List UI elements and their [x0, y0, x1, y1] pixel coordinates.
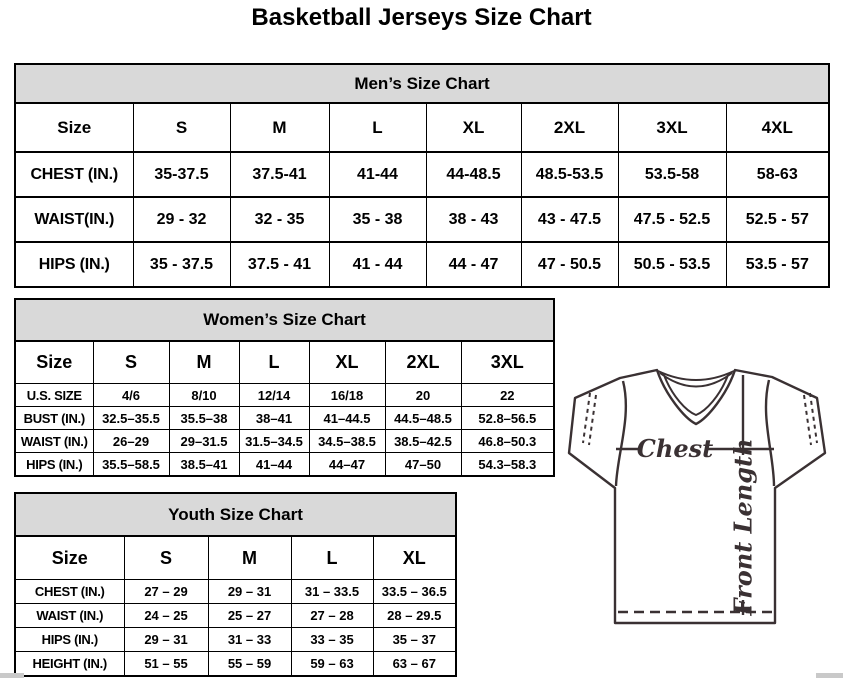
table-row — [15, 197, 829, 242]
size-value-cell: 29 – 31 — [208, 580, 291, 604]
size-value-cell: 35 - 37.5 — [133, 242, 230, 287]
size-value-cell: 38 - 43 — [426, 197, 521, 242]
table-title: Men’s Size Chart — [15, 64, 829, 103]
youth-size-table — [14, 492, 457, 677]
size-value-cell: 58-63 — [726, 152, 829, 197]
size-value-cell: 31 – 33.5 — [291, 580, 373, 604]
column-header: S — [93, 341, 169, 384]
jersey-measurement-diagram — [560, 362, 840, 662]
size-value-cell: 55 – 59 — [208, 652, 291, 677]
size-value-cell: 35.5–58.5 — [93, 453, 169, 477]
scrollbar-thumb[interactable] — [0, 673, 24, 678]
size-value-cell: 35 - 38 — [329, 197, 426, 242]
size-value-cell: 51 – 55 — [124, 652, 208, 677]
size-value-cell: 26–29 — [93, 430, 169, 453]
size-value-cell: 44.5–48.5 — [385, 407, 461, 430]
size-value-cell: 28 – 29.5 — [373, 604, 456, 628]
size-value-cell: 35-37.5 — [133, 152, 230, 197]
row-label: HIPS (IN.) — [15, 242, 133, 287]
column-header: XL — [309, 341, 385, 384]
size-value-cell: 12/14 — [239, 384, 309, 407]
size-value-cell: 54.3–58.3 — [461, 453, 554, 477]
size-value-cell: 38.5–42.5 — [385, 430, 461, 453]
size-value-cell: 16/18 — [309, 384, 385, 407]
size-value-cell: 35.5–38 — [169, 407, 239, 430]
womens-size-table — [14, 298, 555, 477]
size-value-cell: 37.5 - 41 — [230, 242, 329, 287]
column-header: L — [291, 536, 373, 580]
row-label: WAIST (IN.) — [15, 430, 93, 453]
size-value-cell: 31 – 33 — [208, 628, 291, 652]
page-title: Basketball Jerseys Size Chart — [251, 4, 592, 31]
column-header: XL — [373, 536, 456, 580]
table-row — [15, 407, 554, 430]
size-value-cell: 32.5–35.5 — [93, 407, 169, 430]
row-label: BUST (IN.) — [15, 407, 93, 430]
column-header: Size — [15, 103, 133, 152]
column-header: L — [329, 103, 426, 152]
row-label: WAIST(IN.) — [15, 197, 133, 242]
column-header: 4XL — [726, 103, 829, 152]
size-value-cell: 4/6 — [93, 384, 169, 407]
size-value-cell: 47–50 — [385, 453, 461, 477]
size-value-cell: 31.5–34.5 — [239, 430, 309, 453]
size-value-cell: 63 – 67 — [373, 652, 456, 677]
size-value-cell: 24 – 25 — [124, 604, 208, 628]
size-value-cell: 53.5 - 57 — [726, 242, 829, 287]
row-label: HIPS (IN.) — [15, 628, 124, 652]
row-label: HIPS (IN.) — [15, 453, 93, 477]
size-value-cell: 37.5-41 — [230, 152, 329, 197]
size-value-cell: 44–47 — [309, 453, 385, 477]
table-row — [15, 580, 456, 604]
table-row — [15, 384, 554, 407]
size-value-cell: 33 – 35 — [291, 628, 373, 652]
jersey-outline — [569, 370, 825, 623]
size-value-cell: 53.5-58 — [618, 152, 726, 197]
size-value-cell: 27 – 28 — [291, 604, 373, 628]
size-value-cell: 25 – 27 — [208, 604, 291, 628]
size-value-cell: 46.8–50.3 — [461, 430, 554, 453]
row-label: WAIST (IN.) — [15, 604, 124, 628]
size-value-cell: 34.5–38.5 — [309, 430, 385, 453]
size-value-cell: 29 – 31 — [124, 628, 208, 652]
column-header: XL — [426, 103, 521, 152]
column-header: 2XL — [385, 341, 461, 384]
row-label: U.S. SIZE — [15, 384, 93, 407]
size-value-cell: 47 - 50.5 — [521, 242, 618, 287]
column-header: L — [239, 341, 309, 384]
column-header: 2XL — [521, 103, 618, 152]
column-header: S — [124, 536, 208, 580]
table-row — [15, 628, 456, 652]
column-header: M — [208, 536, 291, 580]
size-value-cell: 47.5 - 52.5 — [618, 197, 726, 242]
table-row — [15, 242, 829, 287]
row-label: CHEST (IN.) — [15, 580, 124, 604]
front-length-label: Front Length — [728, 438, 758, 616]
size-value-cell: 33.5 – 36.5 — [373, 580, 456, 604]
column-header: M — [230, 103, 329, 152]
size-value-cell: 8/10 — [169, 384, 239, 407]
row-label: HEIGHT (IN.) — [15, 652, 124, 677]
size-value-cell: 32 - 35 — [230, 197, 329, 242]
jersey-diagram-svg — [560, 362, 840, 662]
size-value-cell: 29–31.5 — [169, 430, 239, 453]
size-value-cell: 20 — [385, 384, 461, 407]
column-header: Size — [15, 536, 124, 580]
table-title: Youth Size Chart — [15, 493, 456, 536]
size-value-cell: 41 - 44 — [329, 242, 426, 287]
chest-label: Chest — [636, 434, 714, 463]
size-value-cell: 52.5 - 57 — [726, 197, 829, 242]
horizontal-scrollbar[interactable] — [0, 672, 843, 679]
size-value-cell: 38.5–41 — [169, 453, 239, 477]
size-value-cell: 29 - 32 — [133, 197, 230, 242]
column-header: Size — [15, 341, 93, 384]
size-value-cell: 41-44 — [329, 152, 426, 197]
size-value-cell: 52.8–56.5 — [461, 407, 554, 430]
size-value-cell: 38–41 — [239, 407, 309, 430]
scrollbar-right-piece[interactable] — [816, 673, 843, 678]
column-header: M — [169, 341, 239, 384]
size-value-cell: 22 — [461, 384, 554, 407]
size-value-cell: 35 – 37 — [373, 628, 456, 652]
size-value-cell: 59 – 63 — [291, 652, 373, 677]
size-value-cell: 43 - 47.5 — [521, 197, 618, 242]
size-value-cell: 50.5 - 53.5 — [618, 242, 726, 287]
table-row — [15, 430, 554, 453]
table-row — [15, 152, 829, 197]
size-value-cell: 41–44 — [239, 453, 309, 477]
size-value-cell: 48.5-53.5 — [521, 152, 618, 197]
mens-size-table — [14, 63, 830, 288]
table-title: Women’s Size Chart — [15, 299, 554, 341]
column-header: S — [133, 103, 230, 152]
size-value-cell: 41–44.5 — [309, 407, 385, 430]
collar-ribbing — [658, 371, 734, 415]
size-value-cell: 44 - 47 — [426, 242, 521, 287]
row-label: CHEST (IN.) — [15, 152, 133, 197]
column-header: 3XL — [461, 341, 554, 384]
table-row — [15, 604, 456, 628]
size-value-cell: 44-48.5 — [426, 152, 521, 197]
size-value-cell: 27 – 29 — [124, 580, 208, 604]
table-row — [15, 453, 554, 477]
column-header: 3XL — [618, 103, 726, 152]
